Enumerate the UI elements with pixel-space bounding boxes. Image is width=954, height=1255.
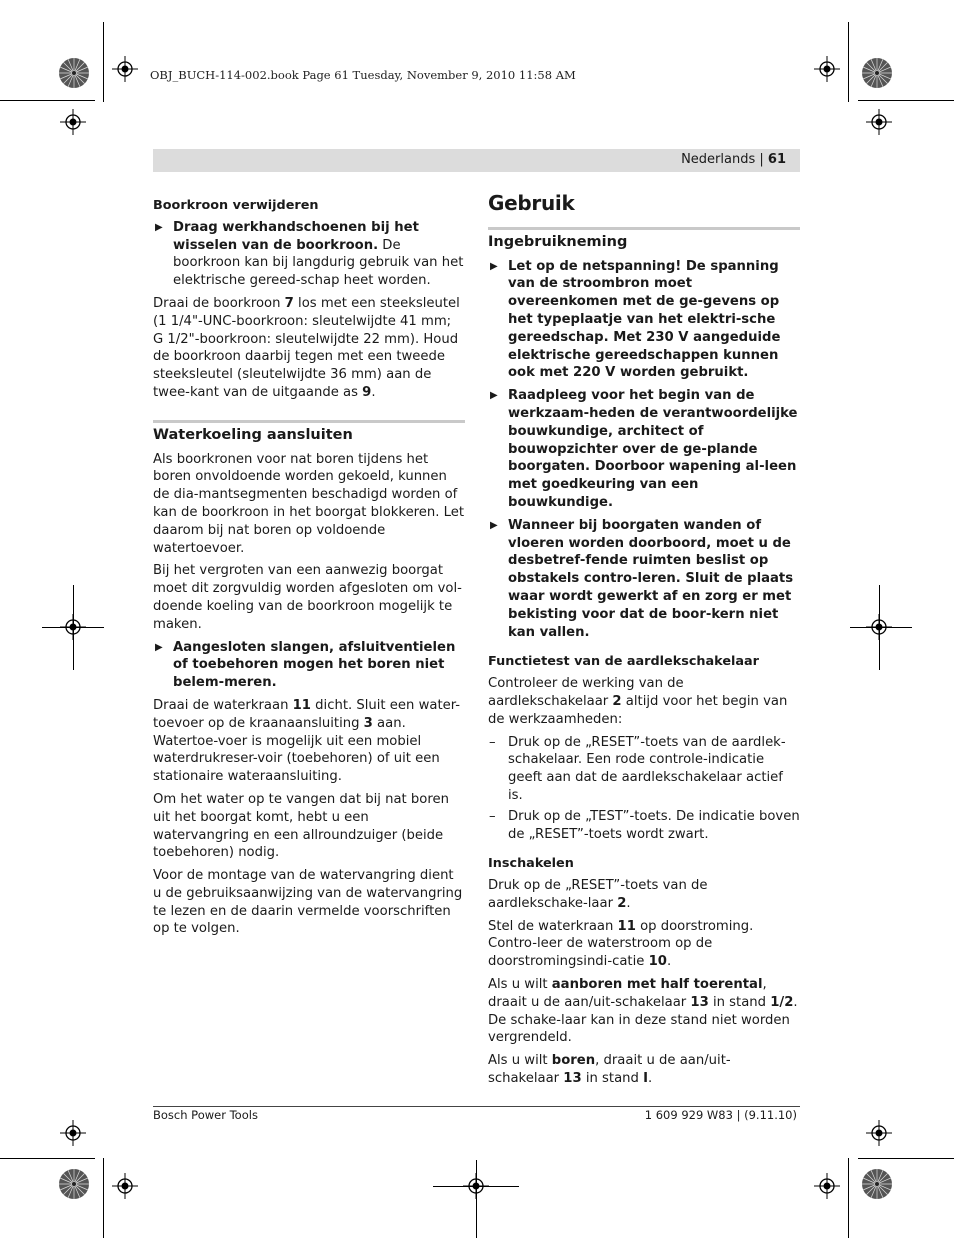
registration-mark-icon bbox=[814, 56, 840, 82]
text: aan. Watertoe-voer is mogelijk uit een mobiel waterdrukreser-voir (toebehoren) of uit een stationaire wateraansluiting. bbox=[153, 715, 440, 785]
bullet-triangle-icon: ▶ bbox=[490, 390, 498, 402]
text: in stand bbox=[581, 1071, 644, 1087]
ref-number: 11 bbox=[292, 697, 311, 713]
footer-rule bbox=[153, 1106, 800, 1107]
bullet-text: De boorkroon kan bij langdurig gebruik van het elektrische gereed-schap heet worden. bbox=[173, 237, 464, 289]
crop-mark bbox=[850, 627, 912, 628]
paragraph bbox=[153, 295, 465, 402]
print-info: OBJ_BUCH-114-002.book Page 61 Tuesday, November 9, 2010 11:58 AM bbox=[150, 68, 576, 82]
text: . bbox=[626, 895, 631, 911]
color-target-icon bbox=[861, 1168, 893, 1200]
safety-bullet bbox=[488, 258, 800, 383]
bullet-triangle-icon: ▶ bbox=[490, 260, 498, 272]
dash-list-item bbox=[488, 808, 800, 844]
footer-doc-number: 1 609 929 W83 | (9.11.10) bbox=[644, 1108, 797, 1122]
bullet-bold-text: Raadpleeg voor het begin van de werkzaam-heden de verantwoordelijke bouwkundige, architect of bouwopzichter over de ge-plande boorgaten. Doorboor wapening al-leen met goedkeuring van een bouwkundige. bbox=[508, 388, 798, 510]
chapter-title-gebruik: Gebruik bbox=[488, 191, 575, 215]
text: los met een steeksleutel (1 1/4"-UNC-boorkroon: sleutelwijdte 41 mm; G 1/2"-boorkroon: sleutelwijdte 22 mm). Houd de boorkroon daarbij tegen met een tweede steeksleutel (sleutelwijdte 36 mm) aan de twee-kant van de uitgaande as bbox=[153, 295, 460, 400]
crop-mark bbox=[848, 1158, 849, 1238]
section-rule bbox=[488, 227, 800, 230]
paragraph bbox=[488, 976, 800, 1047]
crop-mark bbox=[476, 1160, 477, 1238]
text: Controleer de werking van de aardlekschakelaar bbox=[488, 676, 684, 709]
bullet-triangle-icon: ▶ bbox=[155, 641, 163, 653]
color-target-icon bbox=[58, 1168, 90, 1200]
section-title-waterkoeling: Waterkoeling aansluiten bbox=[153, 426, 353, 443]
safety-bullet bbox=[488, 517, 800, 642]
ref-number: 13 bbox=[563, 1071, 582, 1087]
crop-mark bbox=[0, 100, 95, 101]
footer-brand: Bosch Power Tools bbox=[153, 1108, 258, 1122]
emphasis: boren bbox=[551, 1053, 596, 1069]
bullet-bold-text: Wanneer bij boorgaten wanden of vloeren worden doorboord, moet u de desbetref-fende ruimten beslist op obstakels contro-leren. Sluit de plaats waar wordt gewerkt af en zorg er met bekisting voor dat de boor-kern niet kan vallen. bbox=[508, 517, 794, 640]
bullet-bold-text: Aangesloten slangen, afsluitventielen of toebehoren mogen het boren niet belem-meren. bbox=[173, 639, 456, 691]
text: . bbox=[648, 1071, 653, 1087]
bullet-bold-text: Let op de netspanning! De spanning van de stroombron moet overeenkomen met de ge-gevens op het typeplaatje van het elektri-sche gereedschap. Met 230 V aangeduide elektrische gereedschappen kunnen ook met 220 V worden gebruikt. bbox=[508, 258, 781, 381]
header-separator: | bbox=[755, 152, 768, 167]
paragraph bbox=[488, 918, 800, 971]
paragraph bbox=[488, 675, 800, 728]
paragraph: Voor de montage van de watervangring dient u de gebruiksaanwijzing van de watervangring te lezen en de daarin vermelde voorschriften op te volgen. bbox=[153, 868, 463, 937]
text: Druk op de „TEST”-toets. De indicatie boven de „RESET”-toets wordt zwart. bbox=[508, 808, 800, 842]
crop-mark bbox=[73, 585, 74, 670]
section-rule bbox=[153, 420, 465, 423]
paragraph bbox=[488, 1052, 800, 1088]
bullet-triangle-icon: ▶ bbox=[490, 519, 498, 531]
dash-mark: – bbox=[489, 808, 496, 824]
dash-mark: – bbox=[489, 734, 496, 750]
bullet-triangle-icon: ▶ bbox=[155, 221, 163, 233]
paragraph: Bij het vergroten van een aanwezig boorgat moet dit zorgvuldig worden afgesloten om vol-doende koeling van de boorkroon mogelijk te maken. bbox=[153, 563, 462, 632]
crop-mark bbox=[858, 1158, 954, 1159]
subheading-functietest: Functietest van de aardlekschakelaar bbox=[488, 654, 759, 670]
text: dicht. Sluit een water-toevoer op de kraanaansluiting bbox=[153, 697, 461, 731]
ref-number: 2 bbox=[612, 693, 622, 709]
paragraph: Om het water op te vangen dat bij nat boren uit het boorgat komt, hebt u een watervangring en een allroundzuiger (beide toebehoren) nodig. bbox=[153, 791, 449, 861]
bullet-bold-text: Draag werkhandschoenen bij het wisselen van de boorkroon. bbox=[173, 219, 419, 253]
text: altijd voor het begin van de werkzaamheden: bbox=[488, 693, 788, 727]
text: , draait u de aan/uit-schakelaar bbox=[488, 977, 767, 1010]
subheading-inschakelen: Inschakelen bbox=[488, 856, 574, 872]
emphasis: aanboren met half toerental bbox=[551, 977, 763, 993]
switch-position: I bbox=[643, 1071, 649, 1087]
text: Stel de waterkraan bbox=[488, 918, 618, 934]
page-number: 61 bbox=[767, 152, 786, 167]
crop-mark bbox=[0, 1158, 95, 1159]
paragraph bbox=[153, 697, 465, 786]
paragraph: Als boorkronen voor nat boren tijdens het boren onvoldoende worden gekoeld, kunnen de dia-mantsegmenten beschadigd worden of kan de boorkroon in het boorgat blokkeren. Let daarom bij nat boren op voldoende watertoevoer. bbox=[153, 451, 465, 556]
registration-mark-icon bbox=[866, 109, 892, 135]
page-header bbox=[153, 149, 800, 172]
safety-bullet bbox=[153, 639, 465, 692]
text: . De schake-laar kan in deze stand niet worden vergrendeld. bbox=[488, 994, 798, 1046]
text: Draai de waterkraan bbox=[153, 697, 293, 713]
text: , draait u de aan/uit-schakelaar bbox=[488, 1053, 731, 1087]
left-column bbox=[153, 197, 465, 943]
header-text bbox=[681, 152, 786, 167]
crop-mark bbox=[858, 100, 954, 101]
registration-mark-icon bbox=[814, 1173, 840, 1199]
section-title-ingebruikneming: Ingebruikneming bbox=[488, 233, 628, 250]
color-target-icon bbox=[58, 57, 90, 89]
ref-number: 3 bbox=[363, 715, 373, 731]
header-language: Nederlands bbox=[681, 152, 756, 167]
text: op doorstroming. Contro-leer de waterstroom op de doorstromingsindi-catie bbox=[488, 918, 754, 970]
dash-list-item bbox=[488, 734, 800, 805]
ref-number: 11 bbox=[617, 918, 636, 934]
crop-mark bbox=[848, 22, 849, 102]
registration-mark-icon bbox=[60, 109, 86, 135]
ref-number: 2 bbox=[617, 895, 627, 911]
registration-mark-icon bbox=[112, 1173, 138, 1199]
registration-mark-icon bbox=[866, 1120, 892, 1146]
color-target-icon bbox=[861, 57, 893, 89]
registration-mark-icon bbox=[112, 56, 138, 82]
text: Druk op de „RESET”-toets van de aardlek-schakelaar. Een rode controle-indicatie geeft aan dat de aardlekschakelaar actief is. bbox=[508, 734, 786, 803]
subheading-boorkroon-verwijderen: Boorkroon verwijderen bbox=[153, 198, 319, 213]
switch-position: 1/2 bbox=[770, 994, 794, 1010]
ref-number: 13 bbox=[690, 994, 709, 1010]
ref-number: 10 bbox=[648, 954, 667, 970]
text: Als u wilt bbox=[488, 1053, 552, 1069]
paragraph bbox=[488, 877, 800, 913]
text: Draai de boorkroon bbox=[153, 295, 285, 311]
safety-bullet bbox=[153, 219, 465, 290]
ref-number: 9 bbox=[362, 384, 372, 400]
safety-bullet bbox=[488, 387, 800, 512]
crop-mark bbox=[103, 22, 104, 102]
ref-number: 7 bbox=[284, 295, 294, 311]
crop-mark bbox=[103, 1158, 104, 1238]
text: . bbox=[666, 954, 672, 970]
crop-mark bbox=[879, 585, 880, 670]
text: . bbox=[371, 384, 376, 400]
text: Als u wilt bbox=[488, 977, 552, 993]
registration-mark-icon bbox=[60, 1120, 86, 1146]
text: in stand bbox=[708, 994, 771, 1010]
text: Druk op de „RESET”-toets van de aardlekschake-laar bbox=[488, 878, 708, 911]
right-column bbox=[488, 191, 800, 1093]
